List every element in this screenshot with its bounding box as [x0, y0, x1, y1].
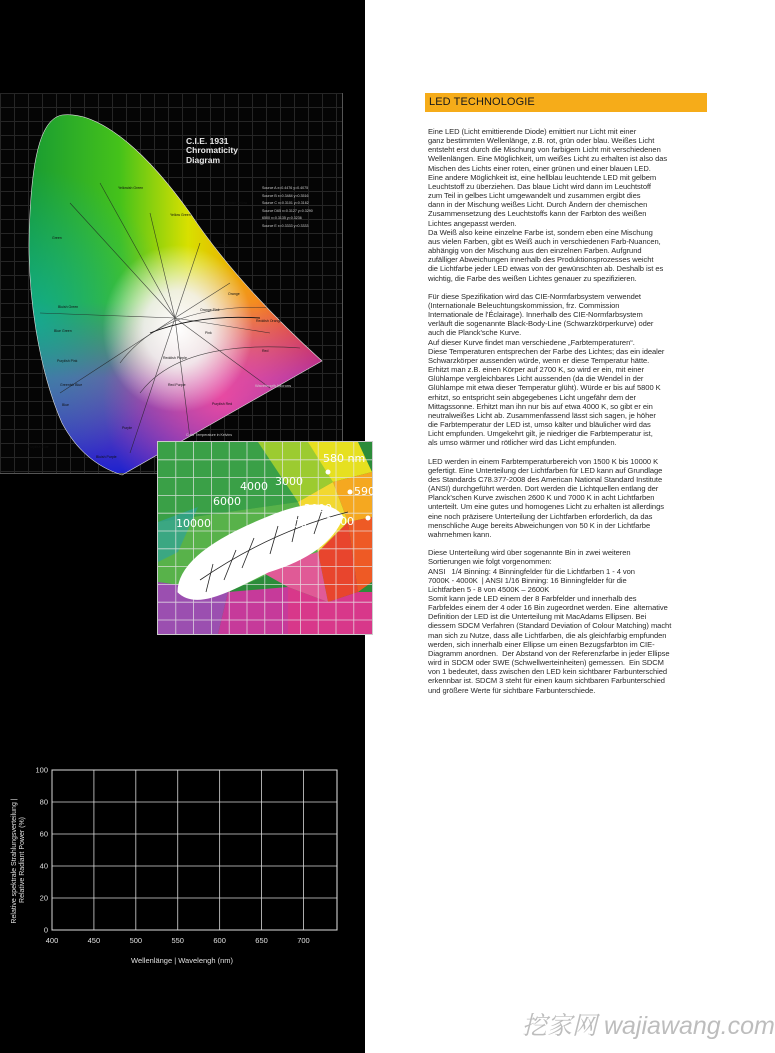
y-axis-label-line: Relative spektrale Strahlungsverteilung | [11, 798, 18, 924]
cie-region-label: Green [52, 236, 62, 240]
x-tick-label: 500 [129, 936, 143, 945]
y-tick-label: 40 [39, 861, 48, 871]
cie-region-label: Yellow [218, 243, 228, 247]
cie-footer-temperature: Color Temperature in Kelvins [186, 433, 233, 437]
y-axis-label [11, 796, 26, 923]
temp-label: 2500 [279, 517, 307, 530]
y-axis-label-line: Relative Radiant Power (%) [19, 817, 26, 903]
chart-grid [52, 770, 337, 930]
temp-label: 4000 [240, 480, 268, 493]
cie-region-label: Purplish Blue [28, 445, 49, 449]
x-tick-label: 450 [87, 936, 101, 945]
y-tick-label: 20 [39, 893, 48, 903]
section-heading: LED TECHNOLOGIE [429, 96, 535, 108]
y-tick-label: 60 [39, 829, 48, 839]
y-tick-labels [35, 766, 48, 935]
cie-region-label: Yellow Green [170, 213, 191, 217]
spectral-power-chart [0, 760, 365, 975]
planck-zoom-labels [158, 442, 375, 634]
cie-region-label: Yellowish Green [118, 186, 144, 190]
y-tick-label: 80 [39, 797, 48, 807]
cie-region-labels [0, 93, 342, 473]
y-tick-label: 100 [35, 765, 48, 775]
cie-chromaticity-diagram [0, 93, 343, 474]
cie-region-label: Red [262, 349, 269, 353]
section-heading-bar [425, 93, 707, 112]
x-tick-label: 400 [45, 936, 59, 945]
watermark: 挖家网 wajiawang.com [522, 1012, 775, 1040]
cie-legend-line: Source B x=0.3484 y=0.3516 [262, 193, 309, 198]
cie-legend-line: Source E x=0.3333 y=0.3333 [262, 223, 309, 228]
cie-footer-wavelength: Wavelength Microns [255, 383, 292, 388]
temp-label: 1500 [326, 515, 354, 528]
cie-region-label: Purple [122, 426, 133, 430]
cie-region-label: Reddish Purple [163, 356, 187, 360]
cie-region-label: Purplish Red [212, 402, 233, 406]
planck-locus-zoom [157, 441, 373, 635]
cie-legend-line: Source D65 x=0.3127 y=0.3290 [262, 208, 313, 213]
temp-label: 2000 [304, 502, 332, 515]
temp-label: 3000 [275, 475, 303, 488]
cie-diagram-title: C.I.E. 1931 Chromaticity Diagram [186, 136, 238, 165]
cie-region-label: Orange Pink [200, 308, 220, 312]
x-tick-label: 600 [213, 936, 226, 945]
cie-region-label: Blue Green [54, 329, 72, 333]
left-panel [0, 0, 375, 1053]
cie-legend-line: 6500 x=0.3135 y=0.3236 [262, 216, 302, 220]
cie-region-label: Blue [62, 403, 70, 407]
cie-region-label: Orange [228, 292, 240, 296]
wavelength-label: 590 [354, 485, 375, 498]
x-tick-label: 650 [255, 936, 268, 945]
cie-region-label: Red Purple [168, 383, 186, 387]
x-tick-labels [46, 936, 310, 945]
cie-region-label: Purplish Pink [57, 359, 78, 363]
cie-region-label: Greenish Yellow [222, 201, 248, 205]
x-axis-label: Wellenlänge | Wavelengh (nm) [131, 956, 233, 965]
cie-legend-line: Source C x=0.3101 y=0.3162 [262, 201, 309, 205]
body-text: Eine LED (Licht emittierende Diode) emittiert nur Licht mit einer ganz bestimmten Wellenlänge, z.B. rot, grün oder blau. Weißes Licht entsteht erst durch die Mischung von farbigem Licht mit verschiedenen Wellenlängen. Eine Möglichkeit, um weißes Licht zu erhalten ist also das Mischen des Lichts einer roten, einer grünen und einer blauen LED. Eine andere Möglichkeit ist, eine hellblau leuchtende LED mit gelbem Leuchtstoff zu überziehen. Das blaue Licht wird dann im Leuchtstoff zum Teil in gelbes Licht umgewandelt und zusammen ergibt dies dann in der Mischung weißes Licht. Durch Ändern der chemischen Zusammensetzung des Leuchtstoffs kann der Farbton des weißen Lichtes angepasst werden. Da Weiß also keine einzelne Farbe ist, sondern eben eine Mischung aus vielen Farben, gibt es Weiß auch in verschiedenen Farb-Nuancen, abhängig von der Mischung aus den einzelnen Farben. Aufgrund zufälliger Abweichungen innerhalb des Produktionsprozesses weicht die Lichtfarbe jeder LED etwas von der gewünschten ab. Deshalb ist es wichtig, die Farbe des weißen Lichtes genauer zu spezifizieren. Für diese Spezifikation wird das CIE-Normfarbsystem verwendet (Internationale Beleuchtungskommission, frz. Commission Internationale de l'Éclairage). Innerhalb des CIE-Normfarbsystem verläuft die sogenannte Black-Body-Line (Schwarzkörperkurve) oder auch die Planck'sche Kurve. Auf dieser Kurve findet man verschiedene „Farbtemperaturen“. Diese Temperaturen entsprechen der Farbe des Lichtes; das ein idealer Schwarzkörper aussenden würde, wenn er diese Temperatur hätte. Erhitzt man z.B. einen Körper auf 2700 K, so wird er ein, mit einer Glühlampe vergleichbares Licht aussenden (da die Wendel in der Glühlampe mit etwa dieser Temperatur glüht). Würde er bis auf 5800 K erhitzt, so entspricht sein abgegebenes Licht ungefähr dem der Mittagssonne. Erhitzt man ihn nur bis auf etwa 4000 K, so gibt er ein neutralweißes Licht ab. Zusammenfassend lässt sich sagen, je höher die Farbtemperatur der LED ist, umso kälter und bläulicher wird das Licht empfunden. Umgekehrt gilt, je niedriger die Farbtemperatur ist, als umso wärmer und rötlicher wird das Licht empfunden. LED werden in einem Farbtemperaturbereich von 1500 K bis 10000 K gefertigt. Eine Unterteilung der Lichtfarben für LED kann auf Grundlage des Standards C78.377-2008 des American National Standard Institute (ANSI) durchgeführt werden. Dort werden die Lichtquellen entlang der Planck'schen Kurve zwischen 2600 K und 7000 K in acht Lichtfarben unterteilt. Um eine gutes und homogenes Licht zu erhalten ist allerdings eine noch präzisere Unterteilung der Lichtfarben erforderlich, da das menschliche Auge bereits Abweichungen von 50 K in der Lichtfarbe wahrnehmen kann. Diese Unterteilung wird über sogenannte Bin in zwei weiteren Sortierungen wie folgt vorgenommen: ANSI 1/4 Binning: 4 Binningfelder für die Lichtfarben 1 - 4 von 7000K - 4000K | ANSI 1/16 Binning: 16 Binningfelder für die Lichtfarben 5 - 8 von 4500K – 2600K Somit kann jede LED einem der 8 Farbfelder und innerhalb des Farbfeldes einem der 4 oder 16 Bin zugeordnet werden. Eine alternative Definition der LED ist die Unterteilung mit MacAdams Ellipsen. Bei diessem SDCM Verfahren (Standard Deviation of Colour Matching) macht man sich zu Nutze, dass alle Lichtfarben, die als gleichfarbig empfunden werden, sich innerhalb einer Ellipse um einen Bezugsfarbton im CIE- Diagramm anordnen. Der Abstand von der Referenzfarbe in jeder Ellipse wird in SDCM oder SWE (Schwellwerteinheiten) gemessen. Ein SDCM von 1 bedeutet, dass zwischen den LED kein sichtbarer Farbunterschied erkennbar ist. SDCM 3 steht für einen kaum sichtbaren Farbunterschied und größere Werte für sichtbare Farbunterschiede. [428, 127, 672, 695]
cie-region-label: Bluish Purple [96, 455, 117, 459]
plot-frame [52, 770, 337, 930]
wavelength-label: 580 nm [323, 452, 366, 465]
cie-region-label: Reddish Orange [256, 319, 282, 323]
cie-region-label: Bluish Green [58, 305, 79, 309]
cie-region-label: Greenish Blue [60, 383, 83, 387]
temp-label: 10000 [176, 517, 211, 530]
x-tick-label: 550 [171, 936, 184, 945]
y-tick-label: 0 [43, 925, 48, 935]
cie-legend-line: Source A x=0.4476 y=0.4075 [262, 186, 309, 190]
temp-label: 6000 [213, 495, 241, 508]
cie-region-label: Pink [205, 331, 212, 335]
x-tick-label: 700 [297, 936, 310, 945]
